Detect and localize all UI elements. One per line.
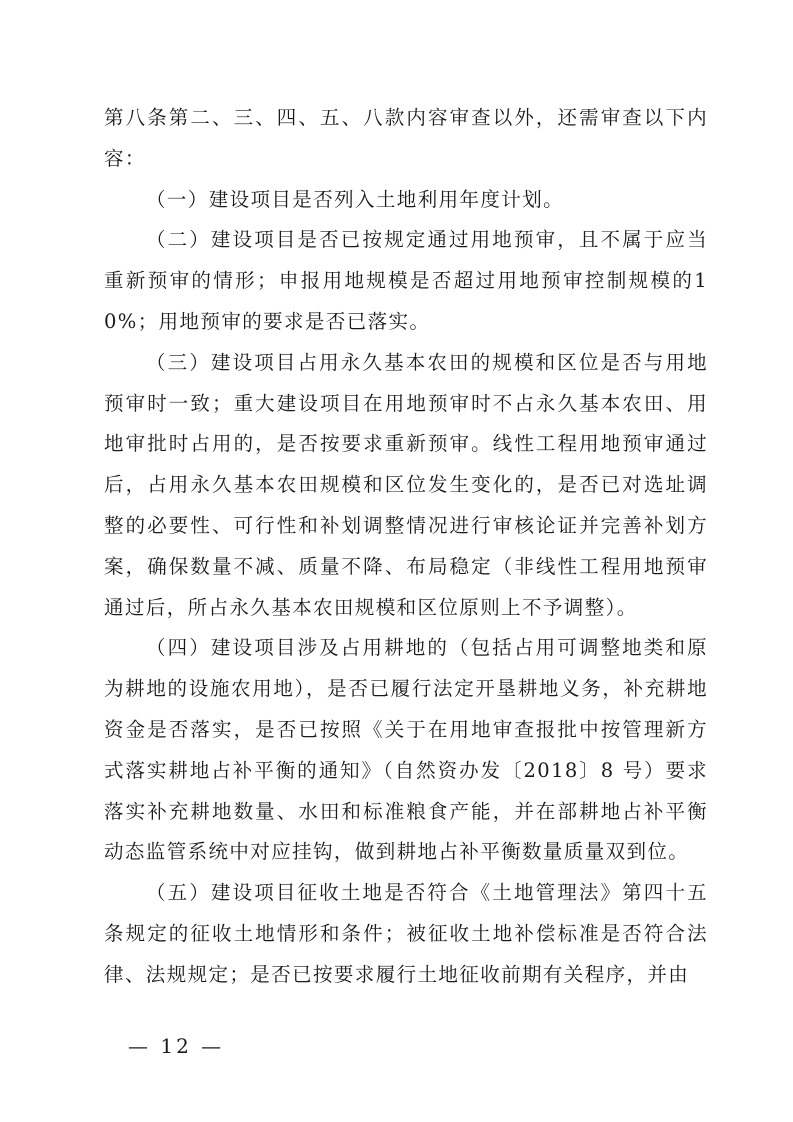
page-number: — 12 — — [128, 1034, 225, 1058]
paragraph-item-1: （一）建设项目是否列入土地利用年度计划。 — [146, 187, 565, 211]
paragraph-item-5: （五）建设项目征收土地是否符合《土地管理法》第四十五条规定的征收土地情形和条件；被征收土地补偿标准是否符合法律、法规规定；是否已按要求履行土地征收前期有关程序，并由 — [104, 881, 708, 986]
paragraph-item-4: （四）建设项目涉及占用耕地的（包括占用可调整地类和原为耕地的设施农用地），是否已履行法定开垦耕地义务，补充耕地资金是否落实，是否已按照《关于在用地审查报批中按管理新方式落实耕地占补平衡的通知》（自然资办发〔2018〕8 号）要求落实补充耕地数量、水田和标准粮食产能，并在部耕地占补平衡动态监管系统中对应挂钩，做到耕地占补平衡数量质量双到位。 — [104, 636, 708, 864]
paragraph-intro: 第八条第二、三、四、五、八款内容审查以外，还需审查以下内容： — [104, 106, 708, 170]
paragraph-item-3: （三）建设项目占用永久基本农田的规模和区位是否与用地预审时一致；重大建设项目在用地预审时不占永久基本农田、用地审批时占用的，是否按要求重新预审。线性工程用地预审通过后，占用永久基本农田规模和区位发生变化的，是否已对选址调整的必要性、可行性和补划调整情况进行审核论证并完善补划方案，确保数量不减、质量不降、布局稳定（非线性工程用地预审通过后，所占永久基本农田规模和区位原则上不予调整）。 — [104, 350, 708, 619]
body-text — [104, 98, 708, 996]
paragraph-item-2: （二）建设项目是否已按规定通过用地预审，且不属于应当重新预审的情形；申报用地规模是否超过用地预审控制规模的10%；用地预审的要求是否已落实。 — [104, 228, 708, 333]
